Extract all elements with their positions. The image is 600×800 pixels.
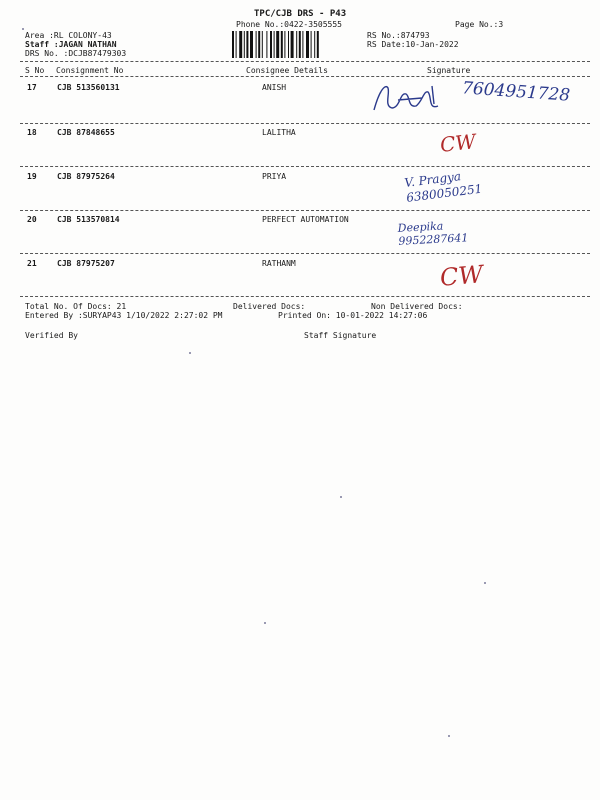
row-consignment: CJB 513560131 [57,83,120,92]
signature-note-cw: CW [438,129,478,157]
rs-number: RS No.:874793 [367,31,430,40]
scan-speck [484,582,486,584]
row-consignment: CJB 87975264 [57,172,115,181]
row-consignment: CJB 87975207 [57,259,115,268]
signature-note-deepika: Deepika 9952287641 [397,219,469,248]
staff-signature: Staff Signature [304,331,377,340]
signature-phone-note: 7604951728 [461,78,571,106]
footer-divider [20,296,590,297]
area-label: Area :RL COLONY-43 [25,31,112,40]
row-sno: 21 [27,259,37,268]
scan-speck [340,496,342,498]
scan-speck [264,622,266,624]
staff-label: Staff :JAGAN NATHAN [25,40,117,49]
row-sno: 20 [27,215,37,224]
entered-by: Entered By :SURYAP43 1/10/2022 2:27:02 PM [25,311,223,320]
row-divider [20,253,590,254]
row-consignee: ANISH [262,83,287,92]
row-consignee: LALITHA [262,128,296,137]
scan-speck [448,735,450,737]
non-delivered-docs: Non Delivered Docs: [371,302,463,311]
row-divider [20,123,590,124]
drs-number: DRS No. :DCJB87479303 [25,49,127,58]
row-consignment: CJB 513570814 [57,215,120,224]
row-consignment: CJB 87848655 [57,128,115,137]
scan-speck [22,28,24,30]
col-header-consignee: Consignee Details [246,66,328,75]
barcode-image [232,31,356,58]
printed-on: Printed On: 10-01-2022 14:27:06 [278,311,428,320]
col-header-signature: Signature [427,66,471,75]
row-consignee: PERFECT AUTOMATION [262,215,349,224]
column-header-divider [20,76,590,77]
row-sno: 17 [27,83,37,92]
handwritten-signature [370,80,580,120]
delivered-docs: Delivered Docs: [233,302,306,311]
col-header-consignment: Consignment No [56,66,124,75]
total-docs: Total No. Of Docs: 21 [25,302,127,311]
row-sno: 18 [27,128,37,137]
sheet-title: TPC/CJB DRS - P43 [254,9,347,19]
row-consignee: RATHANM [262,259,296,268]
verified-by: Verified By [25,331,78,340]
page-number: Page No.:3 [455,20,504,29]
scan-speck [189,352,191,354]
signature-note-cw: CW [438,260,485,292]
signature-note-pragya: V. Pragya 6380050251 [403,169,483,205]
header-divider [20,61,590,62]
col-header-sno: S No [25,66,45,75]
row-sno: 19 [27,172,37,181]
row-divider [20,210,590,211]
phone-number: Phone No.:0422-3505555 [236,20,342,29]
rs-date: RS Date:10-Jan-2022 [367,40,459,49]
row-consignee: PRIYA [262,172,287,181]
